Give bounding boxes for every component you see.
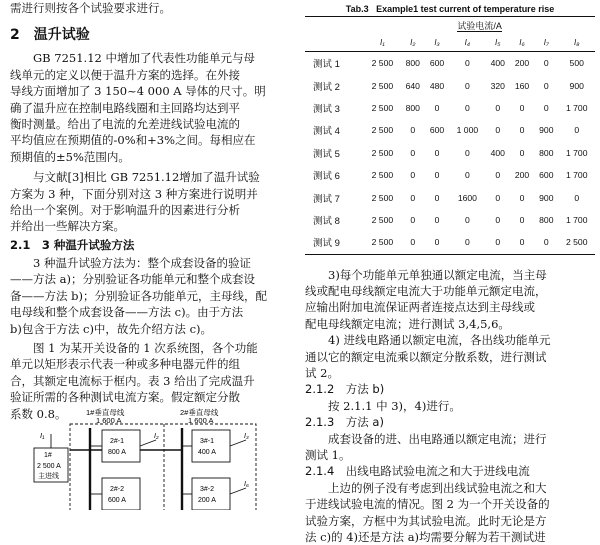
top-line: 需进行则按各个试验要求进行。	[10, 1, 171, 15]
table-cell: 0	[410, 214, 416, 225]
subsection-2-1-3: 2.1.3 方法 a)	[305, 415, 384, 430]
table-cell: 0	[519, 214, 525, 225]
column-header: I₅	[486, 34, 510, 52]
table-cell: 500	[569, 58, 584, 69]
text-line: 电母线和整个成套设备——方法 c)。由于方法	[10, 305, 244, 320]
table-cell: 0	[574, 192, 580, 203]
table-cell: 0	[401, 231, 425, 254]
text-line: 导线方面增加了 3 150~4 000 A 导体的尺寸。明	[10, 84, 266, 99]
text-line: 方案为 3 种，下面分别对这 3 种方案进行说明并	[10, 186, 258, 201]
text-line: 3)每个功能单元单独通以额定电流，当主母	[328, 267, 547, 282]
table-cell: 480	[429, 80, 445, 91]
text-line: 确了温升应在控制电路线圈和主回路均达到平	[10, 100, 240, 115]
table-cell: 0	[519, 192, 525, 203]
text-line: 与文献[3]相比 GB 7251.12增加了温升试验	[33, 170, 260, 185]
table-cell: 800	[405, 58, 420, 69]
text-line: 验证所需的各种测试电流方案。假定额定分散	[10, 390, 240, 405]
table-cell: 0	[410, 125, 416, 136]
table-cell: 0	[519, 102, 525, 113]
row-label: 测试 7	[313, 193, 340, 205]
row-label: 测试 3	[313, 103, 340, 115]
unit-name: 2#-1	[110, 438, 125, 445]
text-line: ——方法 a)；分别验证各功能单元和整个成套设	[10, 272, 255, 287]
table-body	[305, 52, 595, 255]
row-label: 测试 1	[313, 59, 340, 71]
text-line: 给出一个案例。对于影响温升的因素进行分析	[10, 203, 240, 218]
table-cell: 0	[495, 170, 501, 181]
table-cell: 0	[486, 231, 510, 254]
text-line: 应输出附加电流保证两者连接点达到主母线或	[305, 300, 535, 315]
table-cell: 1 700	[565, 102, 588, 113]
table-cell: 0	[465, 147, 470, 158]
unit-rating: 200 A	[198, 497, 216, 504]
corner-cell	[305, 34, 364, 52]
table-row	[305, 209, 595, 231]
text-line: 线或配电母线额定电流大于功能单元额定电流，	[305, 283, 547, 298]
busbar1-rating: 1 600 A	[96, 416, 122, 425]
unit-rating: 400 A	[198, 449, 216, 456]
text-line: b)包含于方法 c)中，故先介绍方法 c)。	[10, 321, 213, 336]
column-header: I₇	[534, 34, 558, 52]
table-cell: 0	[410, 147, 416, 158]
table-cell: 0	[543, 58, 549, 69]
text-line: 线单元的定义以便于温升方案的选择。在外接	[10, 67, 240, 82]
text-line: 测试 1。	[305, 447, 351, 462]
unit-name: 3#-2	[200, 486, 215, 493]
text-line: 成套设备的进、出电路通以额定电流；进行	[328, 431, 547, 446]
table-cell: 2 500	[371, 58, 394, 69]
table-cell: 0	[465, 102, 470, 113]
incomer-rating: 2 500 A	[37, 463, 61, 470]
text-line: 配电母线额定电流；进行测试 3,4,5,6。	[305, 316, 510, 331]
table-cell: 0	[434, 170, 440, 181]
table-row	[305, 52, 595, 75]
system-diagram	[30, 408, 260, 510]
column-header: I₆	[510, 34, 534, 52]
unit-rating: 800 A	[108, 449, 126, 456]
table-caption	[305, 4, 595, 14]
table-cell: 0	[519, 147, 525, 158]
row-label: 测试 8	[313, 215, 340, 227]
current-out-2: I₃	[244, 433, 249, 440]
paragraph-2	[10, 169, 288, 235]
text-line: 平均值应在预期值的-0%和+3%之间。每相应在	[10, 133, 256, 148]
table-cell: 1 000	[456, 125, 479, 136]
text-line: 通以它的额定电流乘以额定分散系数，进行测试	[305, 349, 547, 364]
table-cell: 2 500	[371, 192, 394, 203]
table-cell: 0	[574, 125, 580, 136]
incomer-name: 1#	[44, 452, 52, 459]
table-cell: 900	[539, 125, 554, 136]
table-cell: 800	[539, 147, 554, 158]
test-current-table	[305, 16, 595, 255]
table-cell: 600	[429, 125, 445, 136]
table-cell: 400	[490, 147, 505, 158]
table-cell: 640	[405, 80, 420, 91]
text-line: 衡时测量。给出了电流的允差进线试验电流的	[10, 117, 240, 132]
table-cell: 0	[465, 58, 470, 69]
text-line: GB 7251.12 中增加了代表性功能单元与母	[33, 51, 256, 66]
table-cell: 600	[539, 170, 554, 181]
table-cell: 1 700	[565, 214, 588, 225]
busbar2-rating: 1 600 A	[188, 416, 214, 425]
table-caption-text: Example1 test current of temperature rise	[376, 4, 555, 14]
text-line: 试 2。	[305, 365, 339, 380]
column-header: I₃	[425, 34, 449, 52]
table-cell: 0	[534, 231, 558, 254]
unit-rating: 600 A	[108, 497, 126, 504]
unit-name: 3#-1	[200, 438, 215, 445]
table-cell: 0	[410, 170, 416, 181]
table-cell: 2 500	[371, 102, 394, 113]
text-line: 系数 0.8。	[10, 406, 67, 421]
table-caption-prefix: Tab.3	[345, 4, 369, 14]
current-out-3: I₆	[244, 481, 249, 488]
table-row	[305, 186, 595, 208]
table-cell: 800	[539, 214, 554, 225]
row-label: 测试 9	[305, 231, 364, 254]
table-cell: 2 500	[371, 80, 394, 91]
table-cell: 400	[490, 58, 505, 69]
table-row	[305, 142, 595, 164]
table-cell: 0	[465, 170, 470, 181]
table-cell: 160	[514, 80, 530, 91]
table-cell: 2 500	[371, 214, 394, 225]
table-cell: 0	[543, 102, 549, 113]
outgoing-arrow	[230, 440, 246, 446]
text-line: 合，其额定电流标于框内。表 3 给出了完成温升	[10, 373, 255, 388]
table-row	[305, 74, 595, 96]
unit-box-2-1	[102, 430, 140, 462]
table-cell: 0	[543, 80, 549, 91]
table-cell: 0	[434, 192, 440, 203]
subsection-2-1-4: 2.1.4 出线电路试验电流之和大于进线电流	[305, 464, 530, 479]
table-cell: 320	[490, 80, 505, 91]
table-cell: 0	[425, 231, 449, 254]
table-cell: 1 700	[565, 147, 588, 158]
table-cell: 0	[495, 102, 501, 113]
incomer-label: 主进线	[38, 473, 59, 480]
busbar1-title: 1#垂直母线	[86, 408, 125, 417]
paragraph-3	[10, 255, 288, 337]
paragraph-1	[10, 50, 288, 165]
unit-name: 2#-2	[110, 486, 125, 493]
table-cell: 0	[519, 125, 525, 136]
table-cell: 1 700	[565, 170, 588, 181]
text-line: 并给出一些解决方案。	[10, 219, 125, 234]
text-line: 单元以矩形表示代表一种或多种电器元件的组	[10, 357, 240, 372]
outgoing-arrow	[230, 488, 246, 494]
text-line: 图 1 为某开关设备的 1 次系统图，各个功能	[33, 340, 258, 355]
table-cell: 0	[465, 80, 470, 91]
text-line: 于进线试验电流的情况。图 2 为一个开关设备的	[305, 497, 550, 512]
corner-cell	[305, 17, 364, 35]
table-row	[305, 97, 595, 119]
unit-box-3-1	[192, 430, 230, 462]
table-cell: 0	[434, 102, 440, 113]
column-header: I₁	[364, 34, 400, 52]
text-line: 备——方法 b)；分别验证各功能单元，主母线，配	[10, 288, 268, 303]
table-cell: 800	[405, 102, 420, 113]
table-row	[305, 231, 595, 254]
unit-box-2-2	[102, 478, 140, 510]
unit-box-3-2	[192, 478, 230, 510]
column-header: I₄	[449, 34, 485, 52]
table-cell: 600	[429, 58, 445, 69]
table-cell: 0	[449, 231, 485, 254]
outgoing-arrow	[140, 440, 156, 446]
left-column	[10, 0, 288, 422]
table-cell: 0	[410, 192, 416, 203]
table-cell: 0	[495, 192, 501, 203]
row-label: 测试 5	[313, 148, 340, 160]
table-cell: 0	[434, 147, 440, 158]
column-header: I₂	[401, 34, 425, 52]
table-cell: 2 500	[371, 170, 394, 181]
table-cell: 900	[569, 80, 584, 91]
table-header-row	[305, 34, 595, 52]
subsection-2-1-2: 2.1.2 方法 b)	[305, 382, 385, 397]
section-title: 2 温升试验	[10, 27, 90, 44]
table-cell: 200	[514, 58, 530, 69]
text-line: 试验方案，方框中为其试验电流。此时无论是方	[305, 513, 547, 528]
text-line: 3 种温升试验方法为：整个成套设备的验证	[33, 255, 251, 270]
text-line: 法 c)的 4)还是方法 a)均需要分解为若干测试进	[305, 530, 546, 545]
table-cell: 900	[539, 192, 554, 203]
table-row	[305, 164, 595, 186]
table-cell: 2 500	[364, 231, 400, 254]
text-line: 预期值的±5%范围内。	[10, 149, 130, 164]
busbar2-title: 2#垂直母线	[180, 408, 219, 417]
current-out-1: I₂	[154, 433, 159, 440]
row-label: 测试 4	[313, 126, 340, 138]
table-cell: 0	[510, 231, 534, 254]
table-cell: 0	[434, 214, 440, 225]
right-column	[305, 0, 595, 545]
current-i1: I₁	[40, 431, 45, 440]
table-cell: 2 500	[371, 125, 394, 136]
table-cell: 200	[514, 170, 530, 181]
table-cell: 2 500	[371, 147, 394, 158]
table-row	[305, 119, 595, 141]
table-cell: 2 500	[558, 231, 595, 254]
table-cell: 0	[495, 214, 501, 225]
text-line: 上边的例子没有考虑到出线试验电流之和大	[328, 480, 547, 495]
group-header: 试验电流/A	[364, 17, 595, 35]
row-label: 测试 2	[313, 81, 340, 93]
subsection-title: 2.1 3 种温升试验方法	[10, 237, 135, 252]
column-header: I₈	[558, 34, 595, 52]
text-line: 4) 进线电路通以额定电流，各出线功能单元	[328, 333, 551, 348]
table-cell: 0	[495, 125, 501, 136]
right-text	[305, 267, 595, 545]
table-cell: 1600	[457, 192, 477, 203]
row-label: 测试 6	[313, 171, 340, 183]
table-group-header-row	[305, 17, 595, 35]
text-line: 按 2.1.1 中 3)，4)进行。	[328, 398, 461, 413]
table-cell: 0	[465, 214, 470, 225]
